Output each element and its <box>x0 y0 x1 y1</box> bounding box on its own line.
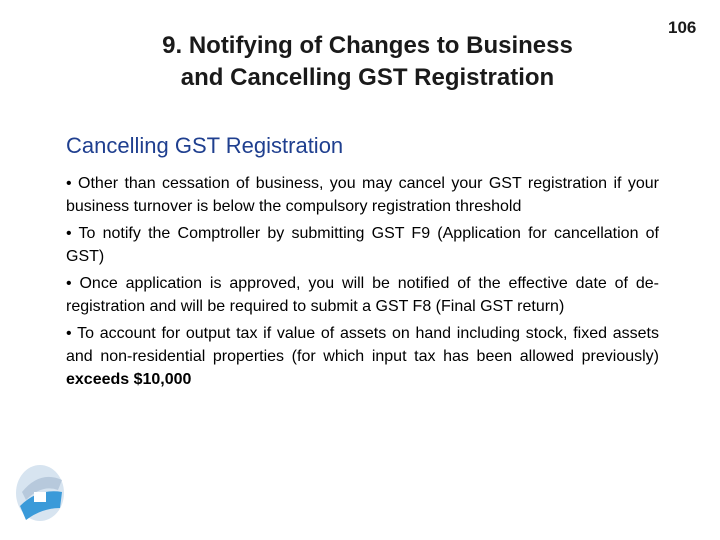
slide-title <box>90 30 645 94</box>
bullet-bold-text: exceeds $10,000 <box>66 371 192 388</box>
slide-title-line-2: and Cancelling GST Registration <box>180 64 555 91</box>
bullet-text: To account for output tax if value of assets on hand including stock, fixed assets and non-residential properties (for which input tax has been allowed previously) <box>66 325 659 365</box>
organisation-logo-icon <box>14 462 66 524</box>
bullet-item-2 <box>66 222 659 268</box>
bullet-marker: • <box>66 175 72 192</box>
bullet-marker: • <box>66 225 72 242</box>
bullet-item-1 <box>66 172 659 218</box>
bullet-marker: • <box>66 275 72 292</box>
slide-title-line-1: 9. Notifying of Changes to Business <box>162 32 573 59</box>
bullet-list <box>66 172 659 395</box>
bullet-text: Other than cessation of business, you may cancel your GST registration if your business turnover is below the compulsory registration threshold <box>66 175 659 215</box>
bullet-text: To notify the Comptroller by submitting GST F9 (Application for cancellation of GST) <box>66 225 660 265</box>
section-heading: Cancelling GST Registration <box>66 133 344 158</box>
bullet-item-3 <box>66 272 659 318</box>
bullet-item-4 <box>66 322 659 391</box>
bullet-text: Once application is approved, you will be notified of the effective date of de-registration and will be required to submit a GST F8 (Final GST return) <box>66 275 659 315</box>
bullet-marker: • <box>66 325 72 342</box>
page-number: 106 <box>668 18 697 37</box>
